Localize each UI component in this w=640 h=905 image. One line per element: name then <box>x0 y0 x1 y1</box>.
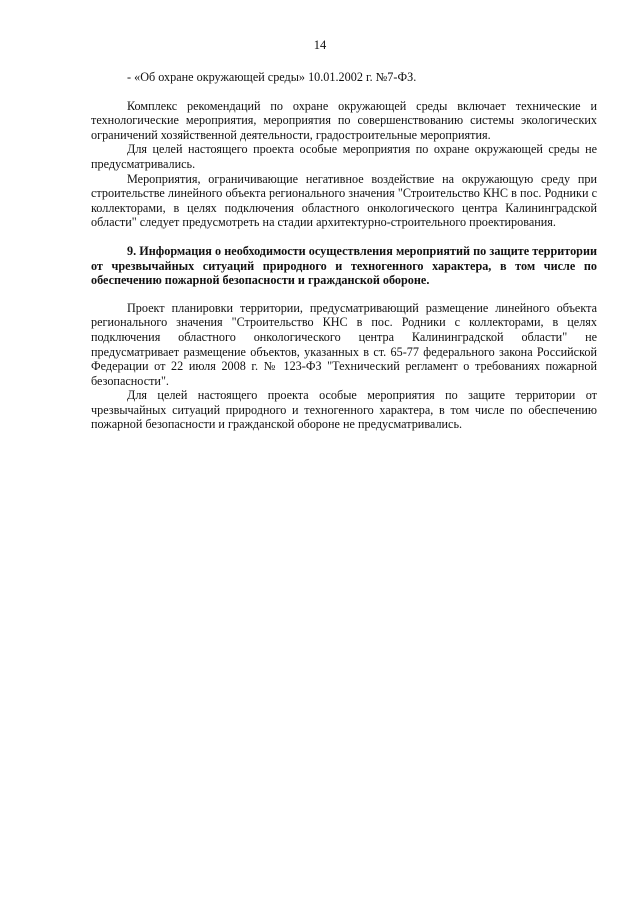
spacer <box>91 85 597 99</box>
paragraph-emergency-measures: Для целей настоящего проекта особые мероприятия по защите территории от чрезвычайных ситуаций природного и техногенного характера, в том числе по обеспечению пожарной безопасности и гражданской обороне не предусматривались. <box>91 388 597 432</box>
paragraph-planning-project: Проект планировки территории, предусматривающий размещение линейного объекта регионального значения "Строительство КНС в пос. Родники с коллекторами, в целях подключения областного онкологического центра Калининградской области" не предусматривает размещение объектов, указанных в ст. 65-77 федерального закона Российской Федерации от 22 июля 2008 г. № 123-ФЗ "Технический регламент о требованиях пожарной безопасности". <box>91 300 597 388</box>
paragraph-mitigation-measures: Мероприятия, ограничивающие негативное воздействие на окружающую среду при строительстве линейного объекта регионального значения "Строительство КНС в пос. Родники с коллекторами, в целях подключения областного онкологического центра Калининградской области" следует предусмотреть на стадии архитектурно-строительного проектирования. <box>91 171 597 230</box>
paragraph-no-special-measures: Для целей настоящего проекта особые мероприятия по охране окружающей среды не предусматривались. <box>91 142 597 171</box>
spacer <box>91 288 597 301</box>
spacer <box>91 230 597 244</box>
law-reference-item: - «Об охране окружающей среды» 10.01.2002 г. №7-ФЗ. <box>127 70 417 84</box>
page-number: 14 <box>313 38 327 52</box>
section-heading: 9. Информация о необходимости осуществления мероприятий по защите территории от чрезвычайных ситуаций природного и техногенного характера, в том числе по обеспечению пожарной безопасности и гражданской обороне. <box>91 243 597 288</box>
paragraph-recommendations: Комплекс рекомендаций по охране окружающей среды включает технические и технологические мероприятия, мероприятия по совершенствованию системы экологических ограничений хозяйственной деятельности, градостроительные мероприятия. <box>91 98 597 142</box>
page-content <box>91 70 597 432</box>
